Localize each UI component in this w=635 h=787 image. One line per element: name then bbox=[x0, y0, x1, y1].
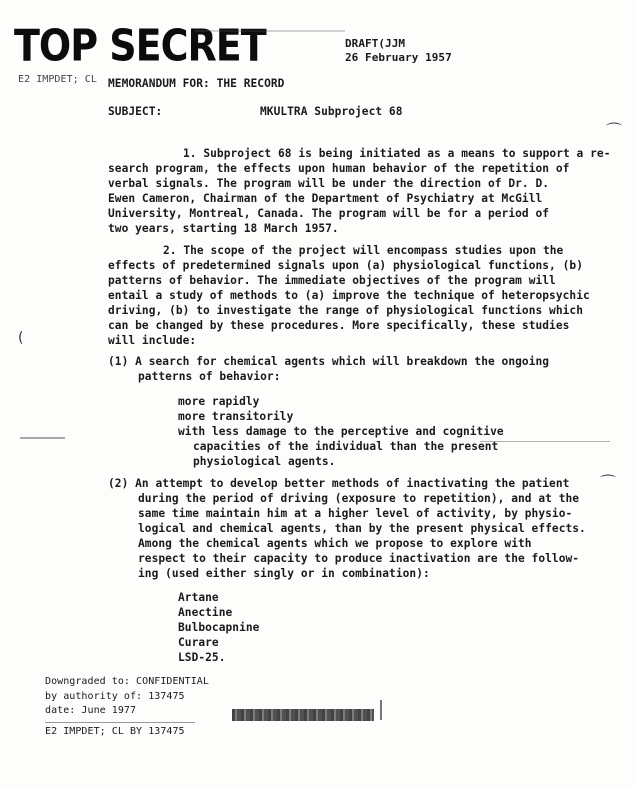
margin-mark: ⌒ bbox=[600, 473, 617, 492]
paragraph-line: can be changed by these procedures. More specifically, these studies bbox=[108, 319, 570, 332]
item-line: (1) A search for chemical agents which will breakdown the ongoing bbox=[108, 355, 550, 368]
list-item: more transitorily bbox=[178, 410, 294, 423]
chemical-agent: Bulbocapnine bbox=[178, 621, 260, 634]
item-line: Among the chemical agents which we propose to explore with bbox=[138, 537, 532, 550]
memo-classification: E2 IMPDET; CL bbox=[18, 74, 97, 85]
paragraph-line: 1. Subproject 68 is being initiated as a means to support a re- bbox=[183, 147, 611, 160]
subject-value: MKULTRA Subproject 68 bbox=[260, 105, 403, 118]
paragraph-line: University, Montreal, Canada. The program will be for a period of bbox=[108, 207, 550, 220]
memo-for: MEMORANDUM FOR: THE RECORD bbox=[108, 77, 285, 90]
paragraph-line: patterns of behavior. The immediate objectives of the program will bbox=[108, 274, 556, 287]
item-line: patterns of behavior: bbox=[138, 370, 281, 383]
margin-mark: ⌒ bbox=[606, 121, 623, 140]
item-line: logical and chemical agents, than by the present physical effects. bbox=[138, 522, 586, 535]
item-line: ing (used either singly or in combination): bbox=[138, 567, 430, 580]
item-line: same time maintain him at a higher level of activity, by physio- bbox=[138, 507, 573, 520]
scan-noise bbox=[195, 30, 345, 32]
paragraph-line: search program, the effects upon human behavior of the repetition of bbox=[108, 162, 570, 175]
chemical-agent: Anectine bbox=[178, 606, 233, 619]
downgraded-note: Downgraded to: CONFIDENTIAL bbox=[45, 676, 209, 687]
downgrade-date: date: June 1977 bbox=[45, 705, 137, 716]
subject-label: SUBJECT: bbox=[108, 105, 163, 118]
chemical-agent: Artane bbox=[178, 591, 219, 604]
margin-mark: ( bbox=[18, 330, 24, 346]
list-item: capacities of the individual than the present bbox=[193, 440, 499, 453]
scan-noise bbox=[20, 437, 65, 439]
footer-rule bbox=[45, 722, 195, 723]
item-line: (2) An attempt to develop better methods of inactivating the patient bbox=[108, 477, 570, 490]
document-date: 26 February 1957 bbox=[345, 51, 452, 64]
item-line: respect to their capacity to produce inactivation are the follow- bbox=[138, 552, 580, 565]
scan-noise bbox=[380, 700, 382, 720]
paragraph-line: will include: bbox=[108, 334, 197, 347]
paragraph-line: Ewen Cameron, Chairman of the Department of Psychiatry at McGill bbox=[108, 192, 543, 205]
list-item: more rapidly bbox=[178, 395, 260, 408]
paragraph-line: effects of predetermined signals upon (a) physiological functions, (b) bbox=[108, 259, 583, 272]
paragraph-line: verbal signals. The program will be under the direction of Dr. D. bbox=[108, 177, 550, 190]
top-secret-stamp: TOP SECRET bbox=[14, 20, 266, 71]
authority-note: by authority of: 137475 bbox=[45, 691, 185, 702]
chemical-agent: LSD-25. bbox=[178, 651, 226, 664]
paragraph-line: two years, starting 18 March 1957. bbox=[108, 222, 339, 235]
chemical-agent: Curare bbox=[178, 636, 219, 649]
paragraph-line: driving, (b) to investigate the range of physiological functions which bbox=[108, 304, 583, 317]
list-item: with less damage to the perceptive and cognitive bbox=[178, 425, 504, 438]
draft-label: DRAFT(JJM bbox=[345, 37, 406, 50]
list-item: physiological agents. bbox=[193, 455, 336, 468]
footer-classification: E2 IMPDET; CL BY 137475 bbox=[45, 726, 185, 737]
redaction-mark bbox=[232, 709, 374, 721]
item-line: during the period of driving (exposure to repetition), and at the bbox=[138, 492, 580, 505]
paragraph-line: entail a study of methods to (a) improve the technique of heteropsychic bbox=[108, 289, 590, 302]
scan-noise bbox=[480, 441, 610, 442]
paragraph-line: 2. The scope of the project will encompass studies upon the bbox=[163, 244, 564, 257]
